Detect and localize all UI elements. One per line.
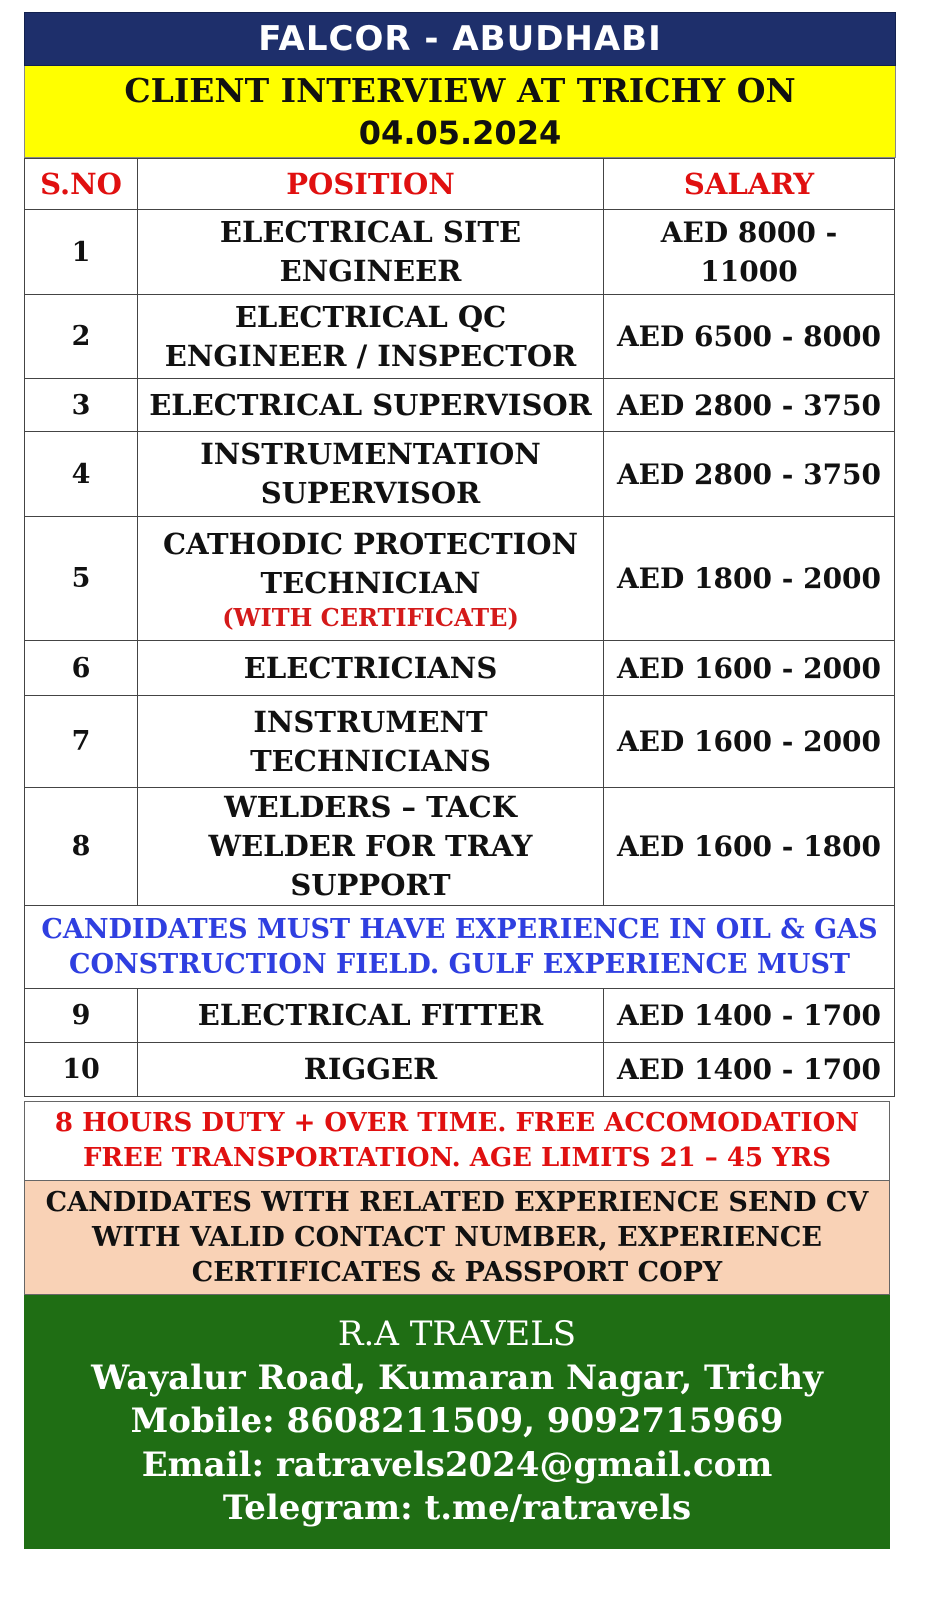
table-row — [25, 295, 895, 379]
table-row — [25, 379, 895, 432]
row-position — [138, 210, 604, 295]
position-line: ENGINEER / INSPECTOR — [164, 338, 577, 373]
interview-date: 04.05.2024 — [358, 113, 562, 152]
row-position — [138, 989, 604, 1043]
row-salary: AED 2800 - 3750 — [604, 432, 895, 517]
agency-telegram: Telegram: t.me/ratravels — [222, 1488, 692, 1529]
row-sno: 9 — [25, 989, 138, 1043]
cv-line: CERTIFICATES & PASSPORT COPY — [191, 1257, 723, 1288]
row-salary: AED 1400 - 1700 — [604, 989, 895, 1043]
cv-line: CANDIDATES WITH RELATED EXPERIENCE SEND CV — [45, 1187, 869, 1218]
row-position — [138, 379, 604, 432]
position-line: ELECTRICAL SITE — [219, 215, 522, 249]
position-line: WELDERS – TACK — [224, 790, 517, 824]
row-sno: 4 — [25, 432, 138, 517]
position-line: ELECTRICAL SUPERVISOR — [149, 387, 592, 422]
column-header-position: POSITION — [138, 159, 604, 210]
row-position — [138, 432, 604, 517]
benefits-line: FREE TRANSPORTATION. AGE LIMITS 21 – 45 YRS — [82, 1143, 832, 1173]
position-line: INSTRUMENT — [253, 704, 488, 739]
row-sno: 2 — [25, 295, 138, 379]
agency-mobile: Mobile: 8608211509, 9092715969 — [130, 1401, 784, 1442]
cv-instructions-box — [24, 1181, 890, 1295]
row-position — [138, 641, 604, 696]
row-position — [138, 788, 604, 906]
row-sno: 5 — [25, 517, 138, 641]
position-line: ELECTRICAL FITTER — [197, 998, 544, 1032]
row-salary: AED 1600 - 2000 — [604, 696, 895, 788]
column-header-sno: S.NO — [25, 159, 138, 210]
row-salary: AED 1800 - 2000 — [604, 517, 895, 641]
experience-note — [25, 906, 895, 989]
position-line: SUPERVISOR — [260, 476, 481, 510]
row-position — [138, 696, 604, 788]
position-line: ENGINEER — [279, 254, 462, 288]
position-line: WELDER FOR TRAY — [208, 829, 533, 863]
table-row — [25, 1043, 895, 1097]
table-row — [25, 432, 895, 517]
position-line: CATHODIC PROTECTION — [163, 526, 578, 561]
experience-note-line: CANDIDATES MUST HAVE EXPERIENCE IN OIL & GAS — [41, 914, 878, 945]
row-salary: AED 6500 - 8000 — [604, 295, 895, 379]
positions-table — [24, 158, 895, 1097]
row-position — [138, 517, 604, 641]
row-position — [138, 1043, 604, 1097]
interview-text: CLIENT INTERVIEW AT TRICHY ON — [124, 70, 796, 110]
row-sno: 10 — [25, 1043, 138, 1097]
job-poster — [24, 12, 896, 1549]
row-sno: 6 — [25, 641, 138, 696]
position-line: ELECTRICIANS — [243, 650, 498, 685]
benefits-line: 8 HOURS DUTY + OVER TIME. FREE ACCOMODATION — [54, 1108, 860, 1138]
table-row — [25, 696, 895, 788]
agency-name: R.A TRAVELS — [337, 1314, 577, 1355]
benefits-box — [24, 1101, 890, 1181]
row-salary: AED 1600 - 2000 — [604, 641, 895, 696]
row-sno: 1 — [25, 210, 138, 295]
certificate-note: (WITH CERTIFICATE) — [222, 602, 519, 632]
agency-email: Email: ratravels2024@gmail.com — [141, 1444, 773, 1485]
table-row — [25, 989, 895, 1043]
position-line: INSTRUMENTATION — [200, 437, 541, 471]
position-line: SUPPORT — [290, 868, 451, 902]
agency-address: Wayalur Road, Kumaran Nagar, Trichy — [91, 1357, 823, 1398]
row-position — [138, 295, 604, 379]
position-line: RIGGER — [303, 1052, 438, 1086]
poster-title: FALCOR - ABUDHABI — [24, 12, 896, 66]
row-salary: AED 1600 - 1800 — [604, 788, 895, 906]
row-salary: AED 1400 - 1700 — [604, 1043, 895, 1097]
agency-contact-box — [24, 1295, 890, 1549]
table-row — [25, 641, 895, 696]
row-salary: AED 8000 - 11000 — [604, 210, 895, 295]
row-sno: 7 — [25, 696, 138, 788]
table-header-row — [25, 159, 895, 210]
experience-note-line: CONSTRUCTION FIELD. GULF EXPERIENCE MUST — [68, 949, 851, 980]
column-header-salary: SALARY — [604, 159, 895, 210]
cv-line: WITH VALID CONTACT NUMBER, EXPERIENCE — [92, 1222, 822, 1253]
row-salary: AED 2800 - 3750 — [604, 379, 895, 432]
row-sno: 8 — [25, 788, 138, 906]
row-sno: 3 — [25, 379, 138, 432]
table-row — [25, 210, 895, 295]
position-line: ELECTRICAL QC — [234, 299, 507, 334]
interview-banner — [24, 66, 896, 158]
experience-note-row — [25, 906, 895, 989]
table-row — [25, 517, 895, 641]
position-line: TECHNICIANS — [250, 743, 491, 778]
position-line: TECHNICIAN — [260, 565, 481, 600]
table-row — [25, 788, 895, 906]
